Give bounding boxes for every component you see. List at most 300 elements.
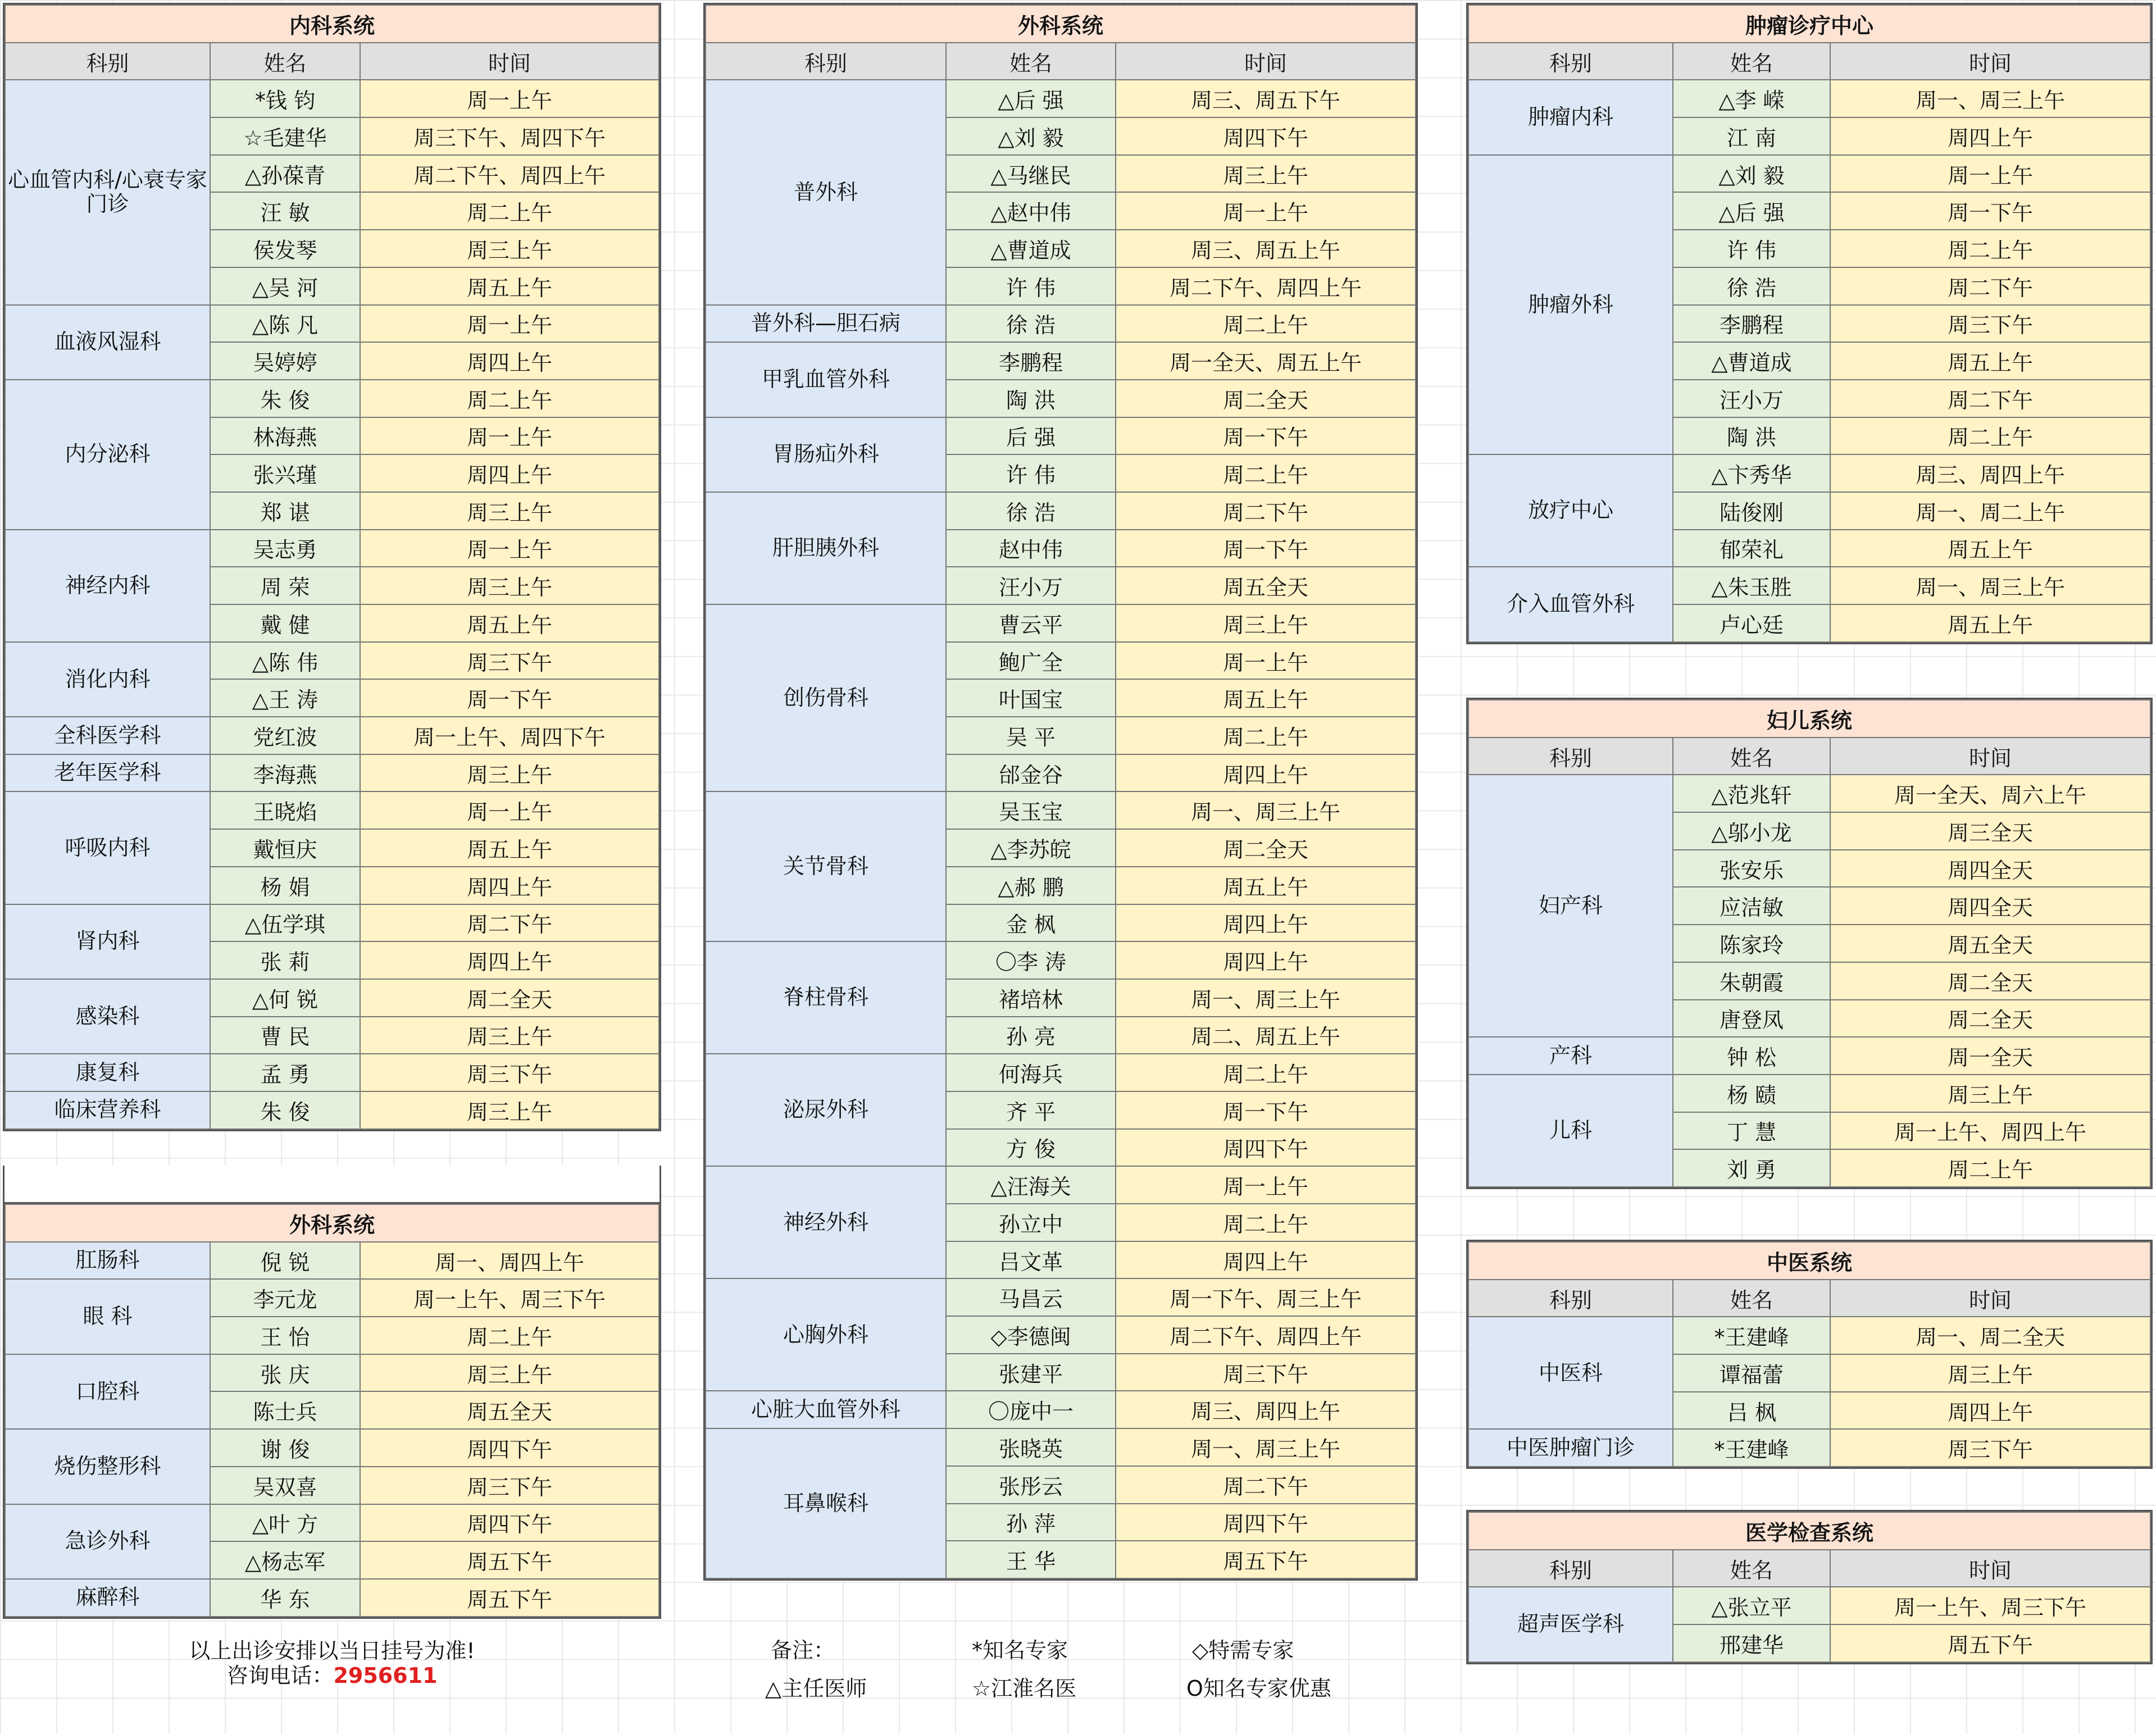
table-row [1468, 1317, 2150, 1354]
clinic-time: 周二下午、周四上午 [1116, 267, 1416, 305]
doctor-name: 陈家玲 [1673, 925, 1830, 962]
waike2-table [4, 1204, 659, 1617]
fuer-table [1468, 699, 2151, 1187]
dept-cell: 胃肠疝外科 [706, 417, 946, 492]
doctor-name: 张建平 [946, 1354, 1116, 1391]
waike-table [705, 4, 1416, 1579]
clinic-time: 周一、周三上午 [1116, 1428, 1416, 1466]
doctor-name: 李鹏程 [1673, 305, 1830, 343]
header-name: 姓名 [210, 43, 360, 80]
table-row [5, 380, 659, 417]
clinic-time: 周一上午 [360, 80, 659, 117]
doctor-name: 〇庞中一 [946, 1391, 1116, 1428]
doctor-name: *钱 钧 [210, 80, 360, 117]
doctor-name: 王 怡 [210, 1317, 360, 1354]
doctor-name: △刘 毅 [946, 117, 1116, 155]
table-row [706, 1278, 1416, 1316]
dept-cell: 泌尿外科 [706, 1054, 946, 1166]
doctor-name: 陶 洪 [946, 380, 1116, 417]
doctor-name: 后 强 [946, 417, 1116, 455]
dept-cell: 全科医学科 [5, 717, 210, 754]
table-row [706, 1391, 1416, 1428]
doctor-name: 陆俊刚 [1673, 492, 1830, 530]
header-row [706, 43, 1416, 80]
table-row [5, 1091, 659, 1129]
clinic-time: 周三上午 [1830, 1075, 2150, 1112]
dept-cell: 心脏大血管外科 [706, 1391, 946, 1428]
clinic-time: 周五全天 [1830, 925, 2150, 962]
clinic-time: 周一上午 [1116, 1166, 1416, 1204]
neike-table [4, 4, 659, 1130]
doctor-name: *王建峰 [1673, 1317, 1830, 1354]
table-row [706, 342, 1416, 380]
doctor-name: 刘 勇 [1673, 1149, 1830, 1187]
clinic-time: 周一上午、周三下午 [360, 1279, 659, 1317]
doctor-name: 方 俊 [946, 1129, 1116, 1167]
section-title-row [5, 1204, 659, 1242]
dept-cell: 儿科 [1468, 1075, 1673, 1187]
legend-special: ◇特需专家 [1192, 1638, 1294, 1663]
doctor-name: △何 锐 [210, 979, 360, 1017]
doctor-name: △曹道成 [946, 230, 1116, 267]
header-dept: 科别 [5, 43, 210, 80]
header-dept: 科别 [1468, 738, 1673, 775]
doctor-name: 吕文革 [946, 1241, 1116, 1279]
doctor-name: 吴婷婷 [210, 342, 360, 380]
table-row [706, 604, 1416, 642]
clinic-time: 周五上午 [360, 267, 659, 305]
clinic-time: 周一上午、周三下午 [1830, 1587, 2150, 1624]
table-row [706, 492, 1416, 530]
clinic-time: 周三上午 [360, 1354, 659, 1392]
table-row [1468, 567, 2150, 604]
clinic-time: 周二全天 [1116, 829, 1416, 867]
clinic-time: 周一下午 [1116, 417, 1416, 455]
doctor-name: 杨 娟 [210, 867, 360, 904]
doctor-name: △后 强 [1673, 192, 1830, 230]
clinic-time: 周四全天 [1830, 850, 2150, 888]
clinic-time: 周三上午 [360, 1091, 659, 1129]
clinic-time: 周一上午 [360, 530, 659, 567]
doctor-name: 张兴瑾 [210, 454, 360, 492]
notice-line2 [3, 1663, 661, 1688]
dept-cell: 耳鼻喉科 [706, 1428, 946, 1578]
table-row [1468, 155, 2150, 193]
dept-cell: 神经外科 [706, 1166, 946, 1278]
clinic-time: 周三、周四上午 [1116, 1391, 1416, 1428]
clinic-time: 周三、周五上午 [1116, 230, 1416, 267]
jiancha-table [1468, 1512, 2151, 1663]
doctor-name: △刘 毅 [1673, 155, 1830, 193]
dept-cell: 心胸外科 [706, 1278, 946, 1391]
clinic-time: 周五下午 [1116, 1541, 1416, 1578]
doctor-name: 赵中伟 [946, 530, 1116, 567]
clinic-time: 周五上午 [1830, 342, 2150, 380]
table-row [1468, 1075, 2150, 1112]
section-title-row [5, 5, 659, 43]
header-time: 时间 [1116, 43, 1416, 80]
dept-cell: 甲乳血管外科 [706, 342, 946, 417]
legend-chief: △主任医师 [765, 1676, 867, 1701]
clinic-time: 周四下午 [360, 1429, 659, 1467]
doctor-name: 曹 民 [210, 1017, 360, 1054]
doctor-name: 叶国宝 [946, 679, 1116, 717]
doctor-name: 侯发琴 [210, 230, 360, 267]
header-name: 姓名 [1673, 43, 1830, 80]
header-time: 时间 [360, 43, 659, 80]
doctor-name: 戴恒庆 [210, 829, 360, 867]
dept-cell: 放疗中心 [1468, 454, 1673, 567]
section-title-row [1468, 1242, 2150, 1280]
table-row [5, 1054, 659, 1091]
doctor-name: △邬小龙 [1673, 812, 1830, 850]
table-row [1468, 80, 2150, 117]
doctor-name: △郝 鹏 [946, 867, 1116, 904]
clinic-time: 周三下午 [1116, 1354, 1416, 1391]
doctor-name: △马继民 [946, 155, 1116, 193]
zhongliu-block [1466, 3, 2153, 644]
clinic-time: 周二下午、周四上午 [360, 155, 659, 193]
clinic-time: 周四上午 [360, 454, 659, 492]
table-row [706, 1054, 1416, 1091]
header-name: 姓名 [1673, 738, 1830, 775]
clinic-time: 周一、周三上午 [1116, 979, 1416, 1017]
jiancha-block [1466, 1510, 2153, 1664]
header-time: 时间 [1830, 1280, 2150, 1317]
clinic-time: 周三上午 [360, 230, 659, 267]
table-row [5, 1504, 659, 1542]
header-row [1468, 1280, 2150, 1317]
doctor-name: 张晓英 [946, 1428, 1116, 1466]
dept-cell: 内分泌科 [5, 380, 210, 530]
clinic-time: 周二下午 [1116, 492, 1416, 530]
doctor-name: 张 莉 [210, 941, 360, 979]
clinic-time: 周五下午 [1830, 1624, 2150, 1662]
doctor-name: 张彤云 [946, 1466, 1116, 1504]
clinic-time: 周二上午 [1116, 1054, 1416, 1091]
doctor-name: *王建峰 [1673, 1429, 1830, 1467]
doctor-name: 倪 锐 [210, 1242, 360, 1280]
section-title: 肿瘤诊疗中心 [1468, 5, 2150, 43]
doctor-name: 孙 萍 [946, 1504, 1116, 1541]
clinic-time: 周二全天 [1830, 1000, 2150, 1037]
dept-cell: 中医科 [1468, 1317, 1673, 1429]
doctor-name: 戴 健 [210, 604, 360, 642]
doctor-name: 孟 勇 [210, 1054, 360, 1091]
table-row [706, 791, 1416, 829]
dept-cell: 麻醉科 [5, 1579, 210, 1617]
clinic-time: 周四上午 [1830, 117, 2150, 155]
clinic-time: 周五全天 [1116, 567, 1416, 604]
doctor-name: △王 涛 [210, 679, 360, 717]
table-row [5, 904, 659, 942]
clinic-time: 周四下午 [1116, 1129, 1416, 1167]
dept-cell: 急诊外科 [5, 1504, 210, 1579]
fuer-block [1466, 698, 2153, 1189]
notice-line1: 以上出诊安排以当日挂号为准! [189, 1639, 475, 1663]
doctor-name: 朱 俊 [210, 1091, 360, 1129]
doctor-name: 汪小万 [1673, 380, 1830, 417]
dept-cell: 肾内科 [5, 904, 210, 979]
table-row [706, 941, 1416, 979]
clinic-time: 周一、周三上午 [1830, 80, 2150, 117]
table-row [5, 642, 659, 680]
table-row [706, 80, 1416, 117]
doctor-name: 汪 敏 [210, 192, 360, 230]
header-name: 姓名 [1673, 1280, 1830, 1317]
table-row [1468, 1587, 2150, 1624]
clinic-time: 周四下午 [1116, 117, 1416, 155]
clinic-time: 周一、周三上午 [1116, 791, 1416, 829]
doctor-name: △朱玉胜 [1673, 567, 1830, 604]
table-row [706, 417, 1416, 455]
doctor-name: 张 庆 [210, 1354, 360, 1392]
clinic-time: 周二下午 [1830, 380, 2150, 417]
dept-cell: 肝胆胰外科 [706, 492, 946, 604]
clinic-time: 周一下午、周三上午 [1116, 1278, 1416, 1316]
clinic-time: 周一上午 [360, 417, 659, 455]
dept-cell: 神经内科 [5, 530, 210, 642]
doctor-name: 曹云平 [946, 604, 1116, 642]
doctor-name: 吴志勇 [210, 530, 360, 567]
clinic-time: 周五上午 [1830, 530, 2150, 567]
section-title-row [1468, 5, 2150, 43]
doctor-name: 林海燕 [210, 417, 360, 455]
doctor-name: 郁荣礼 [1673, 530, 1830, 567]
table-row [1468, 454, 2150, 492]
section-title-row [1468, 1512, 2150, 1550]
clinic-time: 周二全天 [1830, 962, 2150, 1000]
header-dept: 科别 [1468, 1280, 1673, 1317]
section-title-row [706, 5, 1416, 43]
dept-cell: 眼 科 [5, 1279, 210, 1354]
doctor-name: 孙立中 [946, 1204, 1116, 1241]
dept-cell: 感染科 [5, 979, 210, 1054]
header-row [1468, 43, 2150, 80]
section-title-row [1468, 700, 2150, 738]
doctor-name: △赵中伟 [946, 192, 1116, 230]
doctor-name: △伍学琪 [210, 904, 360, 942]
doctor-name: ☆毛建华 [210, 117, 360, 155]
dept-cell: 烧伤整形科 [5, 1429, 210, 1504]
clinic-time: 周五上午 [360, 604, 659, 642]
header-dept: 科别 [706, 43, 946, 80]
clinic-time: 周四上午 [360, 941, 659, 979]
table-row [5, 791, 659, 829]
clinic-time: 周三上午 [1116, 155, 1416, 193]
doctor-name: △范兆轩 [1673, 775, 1830, 812]
doctor-name: 吴 平 [946, 717, 1116, 754]
notice [3, 1639, 661, 1688]
section-title: 妇儿系统 [1468, 700, 2150, 738]
table-row [5, 80, 659, 117]
clinic-time: 周四全天 [1830, 887, 2150, 925]
table-row [5, 530, 659, 567]
doctor-name: △陈 伟 [210, 642, 360, 680]
doctor-name: 朱朝霞 [1673, 962, 1830, 1000]
table-row [1468, 1037, 2150, 1075]
clinic-time: 周二上午 [1116, 717, 1416, 754]
legend-jianghuai: ☆江淮名医 [972, 1676, 1077, 1701]
legend-discount: O知名专家优惠 [1186, 1676, 1331, 1701]
section-title: 外科系统 [706, 5, 1416, 43]
clinic-time: 周一下午 [1116, 530, 1416, 567]
doctor-name: 汪小万 [946, 567, 1116, 604]
table-row [5, 1429, 659, 1467]
doctor-name: 王 华 [946, 1541, 1116, 1578]
doctor-name: 谭福蕾 [1673, 1354, 1830, 1392]
clinic-time: 周二上午 [1830, 417, 2150, 455]
section-title: 中医系统 [1468, 1242, 2150, 1280]
doctor-name: △李 嵘 [1673, 80, 1830, 117]
clinic-time: 周一上午、周四上午 [1830, 1112, 2150, 1150]
dept-cell: 口腔科 [5, 1354, 210, 1429]
dept-cell: 呼吸内科 [5, 791, 210, 904]
header-dept: 科别 [1468, 43, 1673, 80]
doctor-name: △叶 方 [210, 1504, 360, 1542]
clinic-time: 周四上午 [1116, 941, 1416, 979]
clinic-time: 周一、周三上午 [1830, 567, 2150, 604]
dept-cell: 产科 [1468, 1037, 1673, 1075]
doctor-name: 李海燕 [210, 754, 360, 792]
doctor-name: 李元龙 [210, 1279, 360, 1317]
doctor-name: 孙 亮 [946, 1017, 1116, 1054]
doctor-name: △孙葆青 [210, 155, 360, 193]
doctor-name: 齐 平 [946, 1091, 1116, 1129]
header-row [1468, 738, 2150, 775]
dept-cell: 临床营养科 [5, 1091, 210, 1129]
clinic-time: 周三下午 [1830, 1429, 2150, 1467]
doctor-name: 江 南 [1673, 117, 1830, 155]
header-time: 时间 [1830, 1550, 2150, 1587]
table-row [1468, 1429, 2150, 1467]
waike-block [703, 3, 1418, 1581]
zhongyi-table [1468, 1241, 2151, 1467]
doctor-name: 吕 枫 [1673, 1392, 1830, 1430]
header-time: 时间 [1830, 738, 2150, 775]
doctor-name: 谢 俊 [210, 1429, 360, 1467]
doctor-name: △曹道成 [1673, 342, 1830, 380]
dept-cell: 超声医学科 [1468, 1587, 1673, 1662]
dept-cell: 肿瘤外科 [1468, 155, 1673, 455]
clinic-time: 周二上午 [360, 380, 659, 417]
clinic-time: 周五上午 [1116, 679, 1416, 717]
dept-cell: 肿瘤内科 [1468, 80, 1673, 154]
clinic-time: 周二、周五上午 [1116, 1017, 1416, 1054]
doctor-name: 金 枫 [946, 904, 1116, 942]
clinic-time: 周三全天 [1830, 812, 2150, 850]
clinic-time: 周二下午 [1830, 267, 2150, 305]
clinic-time: 周五下午 [360, 1579, 659, 1617]
clinic-time: 周三上午 [360, 1017, 659, 1054]
table-row [5, 1579, 659, 1617]
doctor-name: 徐 浩 [1673, 267, 1830, 305]
header-dept: 科别 [1468, 1550, 1673, 1587]
dept-cell: 介入血管外科 [1468, 567, 1673, 641]
clinic-time: 周一、周四上午 [360, 1242, 659, 1280]
doctor-name: 〇李 涛 [946, 941, 1116, 979]
clinic-time: 周二下午 [1116, 1466, 1416, 1504]
doctor-name: 鲍广全 [946, 642, 1116, 680]
doctor-name: 何海兵 [946, 1054, 1116, 1091]
clinic-time: 周一、周二全天 [1830, 1317, 2150, 1354]
table-row [706, 1428, 1416, 1466]
section-title: 内科系统 [5, 5, 659, 43]
doctor-name: ◇李德闽 [946, 1316, 1116, 1354]
section-title: 外科系统 [5, 1204, 659, 1242]
zhongyi-block [1466, 1240, 2153, 1469]
doctor-name: 许 伟 [946, 267, 1116, 305]
clinic-time: 周四下午 [1116, 1504, 1416, 1541]
legend [703, 1626, 1418, 1705]
dept-cell: 中医肿瘤门诊 [1468, 1429, 1673, 1467]
doctor-name: 丁 慧 [1673, 1112, 1830, 1150]
clinic-time: 周二全天 [360, 979, 659, 1017]
clinic-time: 周三、周四上午 [1830, 454, 2150, 492]
clinic-time: 周三上午 [1116, 604, 1416, 642]
table-row [5, 305, 659, 343]
table-row [5, 1279, 659, 1317]
table-row [5, 979, 659, 1017]
clinic-time: 周四上午 [1830, 1392, 2150, 1430]
clinic-time: 周二上午 [360, 1317, 659, 1354]
clinic-time: 周五下午 [360, 1541, 659, 1579]
doctor-name: 王晓焰 [210, 791, 360, 829]
zhongliu-table [1468, 4, 2151, 643]
clinic-time: 周二上午 [360, 192, 659, 230]
clinic-time: 周四上午 [1116, 904, 1416, 942]
doctor-name: 许 伟 [1673, 230, 1830, 267]
doctor-name: 周 荣 [210, 567, 360, 604]
clinic-time: 周一全天 [1830, 1037, 2150, 1075]
section-title: 医学检查系统 [1468, 1512, 2150, 1550]
clinic-time: 周三上午 [360, 754, 659, 792]
doctor-name: 吴玉宝 [946, 791, 1116, 829]
dept-cell: 心血管内科/心衰专家门诊 [5, 80, 210, 304]
clinic-time: 周五上午 [1830, 604, 2150, 642]
clinic-time: 周四上午 [360, 342, 659, 380]
dept-cell: 康复科 [5, 1054, 210, 1091]
clinic-time: 周二上午 [1116, 305, 1416, 343]
clinic-time: 周三、周五下午 [1116, 80, 1416, 117]
doctor-name: △张立平 [1673, 1587, 1830, 1624]
clinic-time: 周四上午 [1116, 754, 1416, 792]
header-time: 时间 [1830, 43, 2150, 80]
waike2-block [3, 1202, 661, 1619]
dept-cell: 消化内科 [5, 642, 210, 717]
header-row [1468, 1550, 2150, 1587]
doctor-name: △杨志军 [210, 1541, 360, 1579]
legend-remark: 备注： [771, 1638, 835, 1663]
doctor-name: 褚培林 [946, 979, 1116, 1017]
table-row [706, 1166, 1416, 1204]
notice-phone: 2956611 [333, 1663, 438, 1688]
legend-expert: *知名专家 [972, 1638, 1068, 1663]
clinic-time: 周三下午 [360, 1467, 659, 1504]
clinic-time: 周五全天 [360, 1391, 659, 1429]
dept-cell: 妇产科 [1468, 775, 1673, 1037]
clinic-time: 周一上午 [1830, 155, 2150, 193]
clinic-time: 周一上午 [360, 305, 659, 343]
header-name: 姓名 [1673, 1550, 1830, 1587]
dept-cell: 肛肠科 [5, 1242, 210, 1280]
clinic-time: 周四上午 [1116, 1241, 1416, 1279]
dept-cell: 普外科 [706, 80, 946, 304]
doctor-name: △卞秀华 [1673, 454, 1830, 492]
table-row [5, 1354, 659, 1392]
doctor-name: 徐 浩 [946, 305, 1116, 343]
clinic-time: 周一下午 [1116, 1091, 1416, 1129]
